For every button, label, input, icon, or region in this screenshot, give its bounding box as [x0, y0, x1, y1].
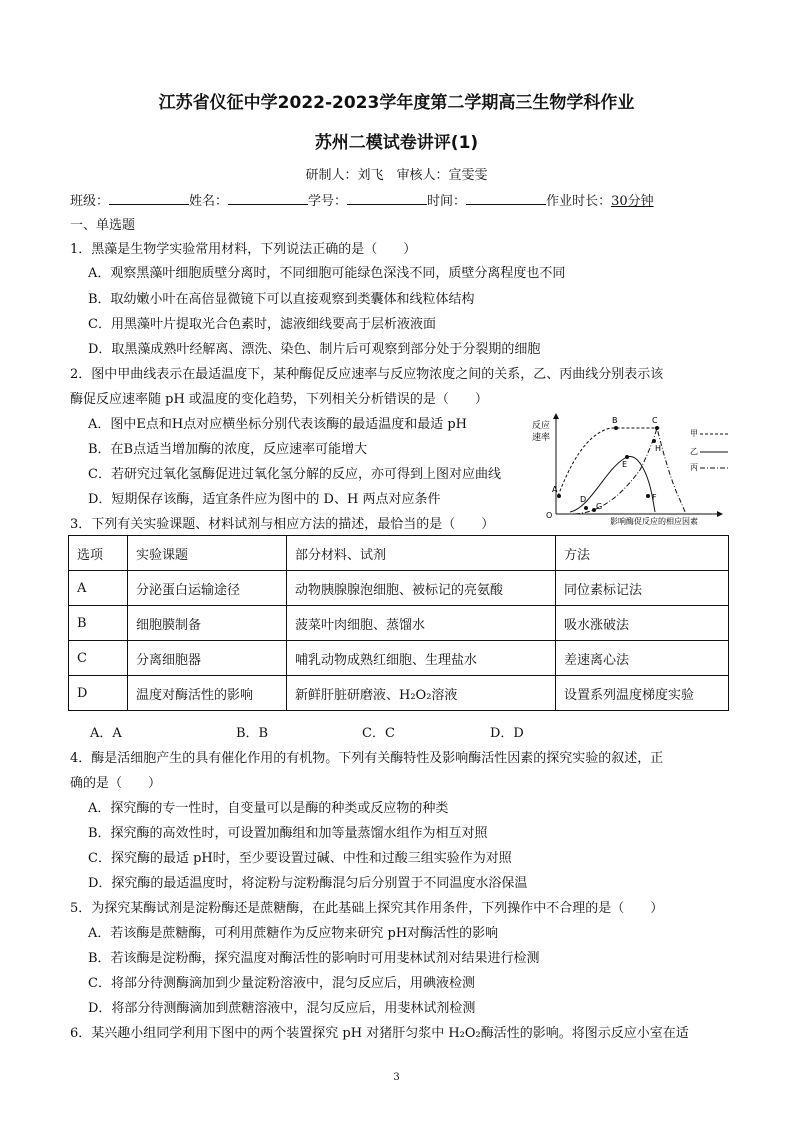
class-label: 班级：: [70, 194, 110, 209]
table-cell: 哺乳动物成熟红细胞、生理盐水: [287, 641, 556, 676]
table-header-cell: 实验课题: [128, 536, 287, 571]
q5-option-b: B．若该酶是淀粉酶，探究温度对酶活性的影响时可用斐林试剂对结果进行检测: [88, 951, 540, 966]
y-axis-label-1: 反应: [532, 421, 551, 431]
enzyme-curve-figure: [530, 410, 730, 532]
label-b: B: [612, 416, 618, 425]
q4-option-a: A．探究酶的专一性时，自变量可以是酶的种类或反应物的种类: [88, 801, 449, 816]
legend-jia: 甲: [690, 429, 698, 438]
label-d: D: [580, 495, 587, 504]
table-cell: A: [69, 571, 128, 606]
y-axis-arrow-icon: [553, 413, 559, 419]
q5-option-d: D．将部分待测酶滴加到蔗糖溶液中，混匀反应后，用斐林试剂检测: [88, 1001, 476, 1016]
time-label: 时间：: [427, 194, 467, 209]
table-cell: 细胞膜制备: [128, 606, 287, 641]
q4-stem-line2: 确的是（ ）: [70, 776, 162, 791]
point-d: [584, 506, 588, 510]
y-axis-label-2: 速率: [532, 433, 551, 443]
class-blank[interactable]: [109, 191, 189, 205]
page-number: 3: [393, 1072, 400, 1083]
page-subtitle: 苏州二模试卷讲评(1): [314, 133, 479, 153]
student-info-line: [70, 190, 654, 209]
legend-bing: 丙: [690, 463, 698, 472]
label-c: C: [652, 416, 658, 425]
label-e: E: [622, 460, 628, 469]
authors-line: 研制人：刘飞 审核人：宣雯雯: [305, 168, 488, 183]
q4-stem-line1: 4．酶是活细胞产生的具有催化作用的有机物。下列有关酶特性及影响酶活性因素的探究实验的叙述，正: [70, 751, 664, 766]
table-header-row: [69, 536, 729, 571]
q2-stem-line2: 酶促反应速率随 pH 或温度的变化趋势，下列相关分析错误的是（ ）: [70, 392, 488, 407]
q1-option-c: C．用黑藻叶片提取光合色素时，滤液细线要高于层析液液面: [88, 317, 436, 332]
point-f: [646, 494, 650, 498]
legend-yi: 乙: [690, 447, 698, 456]
table-cell: 分泌蛋白运输途径: [128, 571, 287, 606]
table-row: [69, 676, 729, 711]
table-cell: 同位素标记法: [556, 571, 729, 606]
q5-option-c: C．将部分待测酶滴加到少量淀粉溶液中，混匀反应后，用碘液检测: [88, 976, 475, 991]
point-c: [655, 426, 659, 430]
table-cell: 温度对酶活性的影响: [128, 676, 287, 711]
q1-option-d: D．取黑藻成熟叶经解离、漂洗、染色、制片后可观察到部分处于分裂期的细胞: [88, 342, 541, 357]
section-heading: 一、单选题: [70, 218, 136, 233]
table-cell: 动物胰腺腺泡细胞、被标记的亮氨酸: [287, 571, 556, 606]
table-cell: B: [69, 606, 128, 641]
duration-label: 作业时长：: [546, 194, 612, 209]
point-h: [652, 439, 656, 443]
q1-option-a: A．观察黑藻叶细胞质壁分离时，不同细胞可能绿色深浅不同，质壁分离程度也不同: [88, 266, 566, 281]
table-cell: C: [69, 641, 128, 676]
q4-option-b: B．探究酶的高效性时，可设置加酶组和加等量蒸馏水组作为相互对照: [88, 826, 488, 841]
point-a: [557, 494, 561, 498]
table-cell: D: [69, 676, 128, 711]
point-e: [625, 455, 629, 459]
origin-label: O: [546, 511, 553, 520]
q5-stem: 5．为探究某酶试剂是淀粉酶还是蔗糖酶，在此基础上探究其作用条件，下列操作中不合理的是（ ）: [70, 901, 664, 916]
label-h: H: [655, 444, 662, 453]
q3-choice-a: A．A: [90, 726, 122, 741]
name-label: 姓名：: [189, 194, 229, 209]
q3-choice-b: B．B: [236, 726, 269, 741]
table-cell: 差速离心法: [556, 641, 729, 676]
q2-option-b: B．在B点适当增加酶的浓度，反应速率可能增大: [88, 442, 368, 457]
q2-option-d: D．短期保存该酶，适宜条件应为图中的 D、H 两点对应条件: [88, 492, 441, 507]
table-row: [69, 641, 729, 676]
q1-stem: 1．黑藻是生物学实验常用材料，下列说法正确的是（ ）: [70, 242, 417, 257]
table-cell: 设置系列温度梯度实验: [556, 676, 729, 711]
id-label: 学号：: [308, 194, 348, 209]
table-header-cell: 方法: [556, 536, 729, 571]
q1-option-b: B．取幼嫩小叶在高倍显微镜下可以直接观察到类囊体和线粒体结构: [88, 292, 475, 307]
q2-option-a: A．图中E点和H点对应横坐标分别代表该酶的最适温度和最适 pH: [88, 417, 468, 432]
name-blank[interactable]: [228, 191, 308, 205]
label-g: G: [596, 502, 603, 511]
q6-stem: 6．某兴趣小组同学利用下图中的两个装置探究 pH 对猪肝匀浆中 H₂O₂酶活性的影响。将图示反应小室在适: [70, 1026, 689, 1041]
label-f: F: [652, 493, 657, 502]
q4-option-c: C．探究酶的最适 pH时，至少要设置过碱、中性和过酸三组实验作为对照: [88, 851, 512, 866]
table-cell: 菠菜叶肉细胞、蒸馏水: [287, 606, 556, 641]
table-row: [69, 606, 729, 641]
q5-option-a: A．若该酶是蔗糖酶，可利用蔗糖作为反应物来研究 pH对酶活性的影响: [88, 926, 499, 941]
duration-value: 30分钟: [611, 194, 654, 209]
q3-stem: 3．下列有关实验课题、材料试剂与相应方法的描述，最恰当的是（ ）: [70, 517, 495, 532]
table-cell: 吸水涨破法: [556, 606, 729, 641]
q3-choice-d: D．D: [490, 726, 524, 741]
label-a: A: [552, 485, 558, 494]
q2-stem-line1: 2．图中甲曲线表示在最适温度下，某种酶促反应速率与反应物浓度之间的关系，乙、丙曲线分别表示该: [70, 367, 664, 382]
table-header-cell: 选项: [69, 536, 128, 571]
q4-option-d: D．探究酶的最适温度时，将淀粉与淀粉酶混匀后分别置于不同温度水浴保温: [88, 876, 528, 891]
q3-choice-c: C．C: [362, 726, 395, 741]
curve-bing: [575, 428, 686, 514]
point-b: [614, 426, 618, 430]
table-header-cell: 部分材料、试剂: [287, 536, 556, 571]
table-cell: 分离细胞器: [128, 641, 287, 676]
time-blank[interactable]: [466, 191, 546, 205]
q2-option-c: C．若研究过氧化氢酶促进过氧化氢分解的反应，亦可得到上图对应曲线: [88, 467, 501, 482]
q3-table: [68, 535, 729, 711]
table-row: [69, 571, 729, 606]
curve-jia: [558, 428, 660, 496]
page-title: 江苏省仪征中学2022-2023学年度第二学期高三生物学科作业: [158, 93, 635, 113]
x-axis-label: 影响酶促反应的相应因素: [610, 517, 698, 526]
id-blank[interactable]: [347, 191, 427, 205]
table-cell: 新鲜肝脏研磨液、H₂O₂溶液: [287, 676, 556, 711]
x-axis-arrow-icon: [717, 511, 723, 517]
